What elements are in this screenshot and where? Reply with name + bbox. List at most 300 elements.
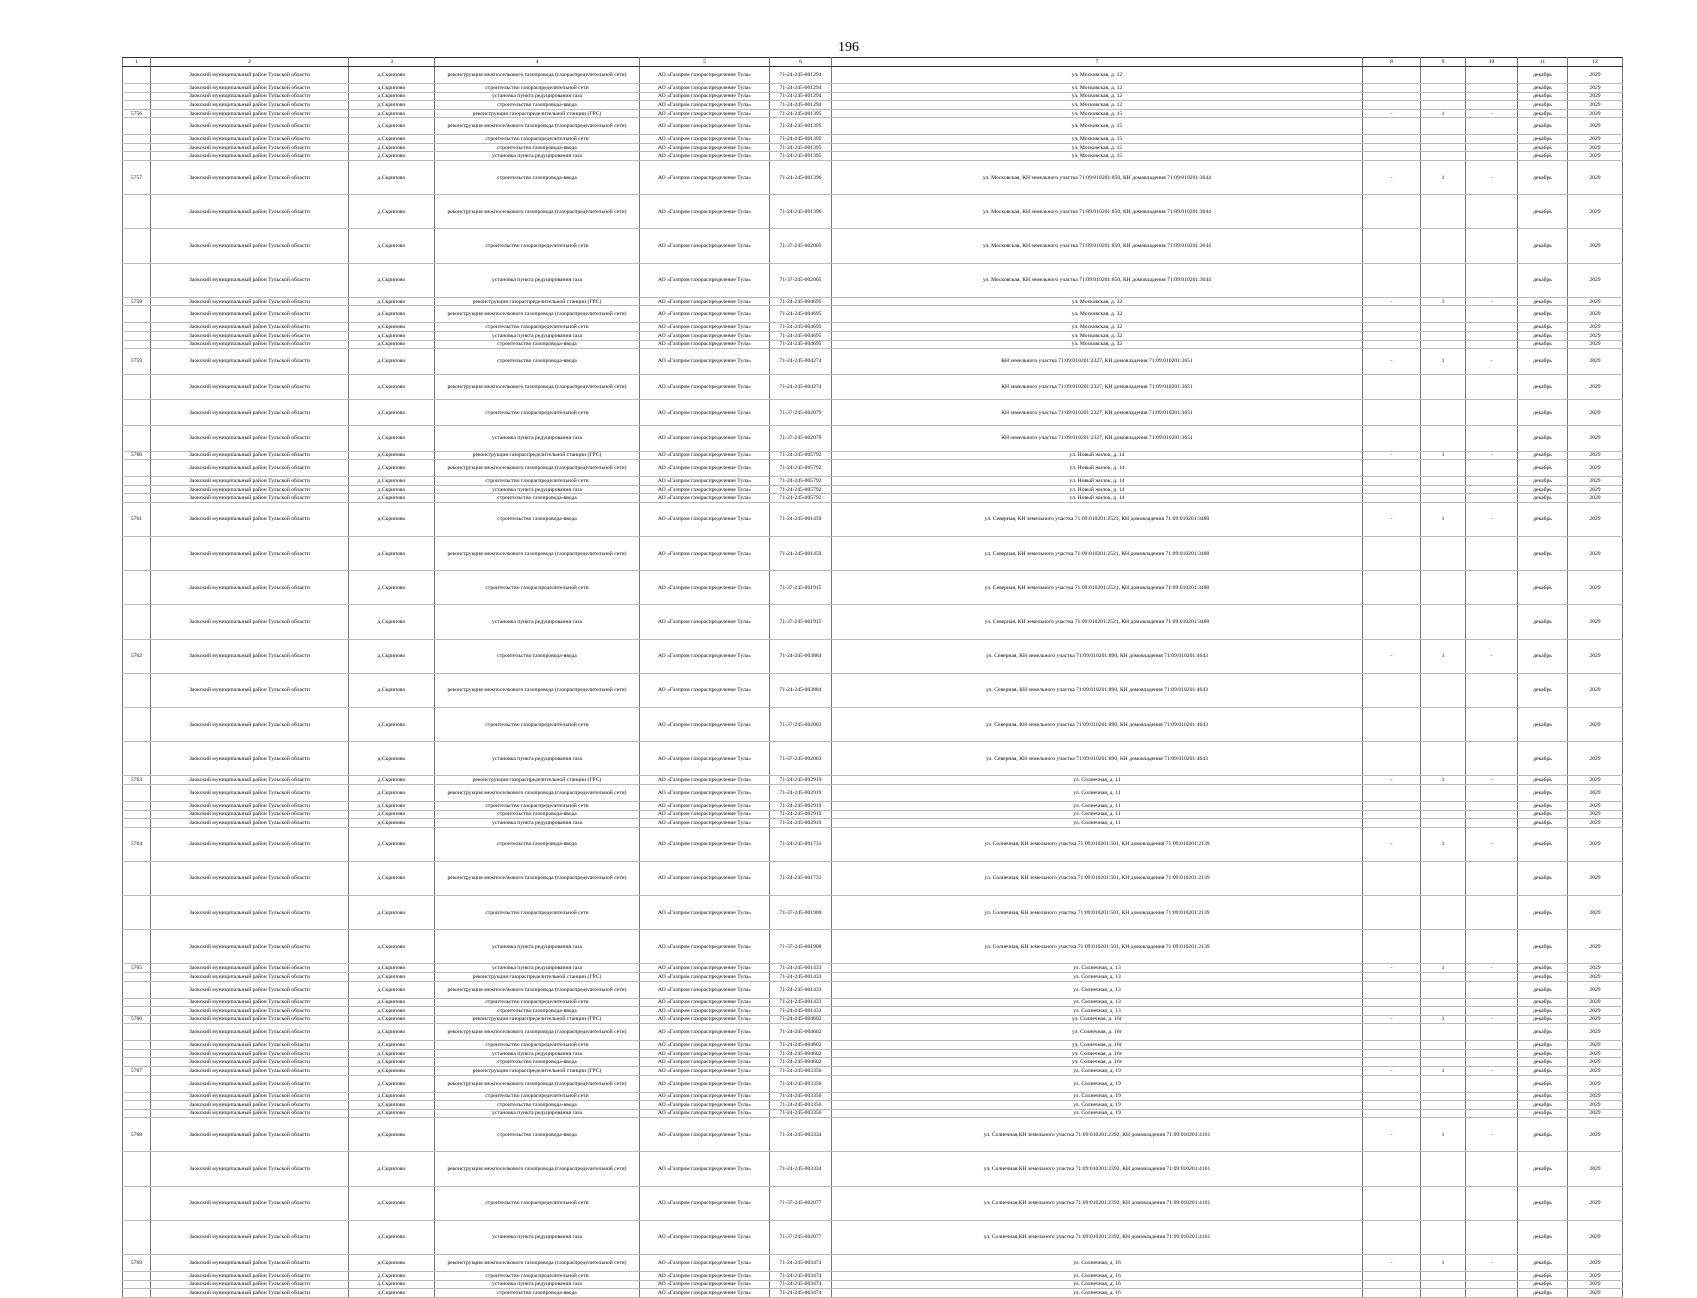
- table-row: [123, 67, 1623, 84]
- operator-cell: АО «Газпром газораспределение Тула»: [640, 477, 770, 486]
- operator-cell: АО «Газпром газораспределение Тула»: [640, 1041, 770, 1050]
- table-row: [123, 425, 1623, 451]
- work-type-cell: установка пункта редуцирования газа: [435, 819, 640, 828]
- settlement-cell: д.Скрипово: [349, 639, 435, 673]
- settlement-cell: д.Скрипово: [349, 1058, 435, 1067]
- year-cell: 2029: [1568, 1007, 1623, 1016]
- operator-cell: АО «Газпром газораспределение Тула»: [640, 349, 770, 375]
- table-row: [123, 340, 1623, 349]
- address-cell: ул. Солнечная, д. 19: [832, 1092, 1363, 1101]
- row-number-cell: [123, 605, 151, 639]
- object-id-cell: 71-24-245-003884: [770, 639, 832, 673]
- table-row: [123, 896, 1623, 930]
- row-number-cell: [123, 810, 151, 819]
- year-cell: 2029: [1568, 998, 1623, 1007]
- table-row: [123, 101, 1623, 110]
- col9-cell: 1: [1421, 109, 1466, 118]
- month-cell: декабрь: [1518, 152, 1568, 161]
- column-header: 4: [435, 58, 640, 67]
- col10-cell: [1466, 819, 1518, 828]
- object-id-cell: 71-24-245-004695: [770, 340, 832, 349]
- month-cell: декабрь: [1518, 784, 1568, 801]
- table-row: [123, 1152, 1623, 1186]
- year-cell: 2029: [1568, 263, 1623, 297]
- settlement-cell: д.Скрипово: [349, 1041, 435, 1050]
- col10-cell: [1466, 494, 1518, 503]
- month-cell: декабрь: [1518, 1152, 1568, 1186]
- settlement-cell: д.Скрипово: [349, 819, 435, 828]
- address-cell: ул. Солнечная, КН земельного участка 71:09:010201:501, КН домовладения 71:09:010201:2139: [832, 896, 1363, 930]
- col10-cell: [1466, 1280, 1518, 1289]
- col8-cell: -: [1363, 451, 1421, 460]
- row-number-cell: [123, 1220, 151, 1254]
- col8-cell: [1363, 101, 1421, 110]
- address-cell: ул. Солнечная, д. 16г: [832, 1015, 1363, 1024]
- month-cell: декабрь: [1518, 896, 1568, 930]
- address-cell: ул. Московская, д. 32: [832, 323, 1363, 332]
- district-cell: Заокский муниципальный район Тульской области: [151, 1007, 349, 1016]
- col9-cell: [1421, 1092, 1466, 1101]
- address-cell: ул. Солнечная, КН земельного участка 71:09:010201:501, КН домовладения 71:09:010201:2139: [832, 861, 1363, 895]
- settlement-cell: д.Скрипово: [349, 1066, 435, 1075]
- col9-cell: [1421, 306, 1466, 323]
- object-id-cell: 71-24-245-004695: [770, 323, 832, 332]
- table-row: [123, 930, 1623, 964]
- col8-cell: [1363, 972, 1421, 981]
- district-cell: Заокский муниципальный район Тульской области: [151, 161, 349, 195]
- operator-cell: АО «Газпром газораспределение Тула»: [640, 323, 770, 332]
- col9-cell: 1: [1421, 502, 1466, 536]
- district-cell: Заокский муниципальный район Тульской области: [151, 1015, 349, 1024]
- operator-cell: АО «Газпром газораспределение Тула»: [640, 1101, 770, 1110]
- col8-cell: [1363, 229, 1421, 263]
- operator-cell: АО «Газпром газораспределение Тула»: [640, 802, 770, 811]
- month-cell: декабрь: [1518, 802, 1568, 811]
- settlement-cell: д.Скрипово: [349, 1015, 435, 1024]
- address-cell: ул. Солнечная, д. 13: [832, 1007, 1363, 1016]
- year-cell: 2029: [1568, 1041, 1623, 1050]
- work-type-cell: установка пункта редуцирования газа: [435, 742, 640, 776]
- col9-cell: [1421, 1152, 1466, 1186]
- table-row: [123, 784, 1623, 801]
- col10-cell: [1466, 1272, 1518, 1281]
- work-type-cell: установка пункта редуцирования газа: [435, 964, 640, 973]
- address-cell: ул. Солнечная, д. 11: [832, 776, 1363, 785]
- year-cell: 2029: [1568, 1109, 1623, 1118]
- work-type-cell: реконструкция межпоселкового газопровода (газораспределительной сети): [435, 784, 640, 801]
- col10-cell: [1466, 195, 1518, 229]
- object-id-cell: 71-24-245-001459: [770, 537, 832, 571]
- table-row: [123, 195, 1623, 229]
- month-cell: декабрь: [1518, 502, 1568, 536]
- address-cell: ул. Северная, КН земельного участка 71:09:010201:2521, КН домовладения 71:09:010201:3480: [832, 537, 1363, 571]
- operator-cell: АО «Газпром газораспределение Тула»: [640, 930, 770, 964]
- col9-cell: [1421, 323, 1466, 332]
- settlement-cell: д.Скрипово: [349, 109, 435, 118]
- month-cell: декабрь: [1518, 537, 1568, 571]
- address-cell: ул. Солнечная, д. 11: [832, 810, 1363, 819]
- address-cell: ул. Солнечная, д. 16: [832, 1289, 1363, 1298]
- object-id-cell: 71-24-245-002919: [770, 819, 832, 828]
- col8-cell: [1363, 374, 1421, 400]
- district-cell: Заокский муниципальный район Тульской области: [151, 784, 349, 801]
- settlement-cell: д.Скрипово: [349, 1092, 435, 1101]
- work-type-cell: строительство газопровода-ввода: [435, 1007, 640, 1016]
- row-number-cell: 5768: [123, 1118, 151, 1152]
- district-cell: Заокский муниципальный район Тульской области: [151, 1152, 349, 1186]
- settlement-cell: д.Скрипово: [349, 742, 435, 776]
- year-cell: 2029: [1568, 776, 1623, 785]
- year-cell: 2029: [1568, 896, 1623, 930]
- col10-cell: [1466, 784, 1518, 801]
- work-type-cell: реконструкция газораспределительной станции (ГРС): [435, 297, 640, 306]
- district-cell: Заокский муниципальный район Тульской области: [151, 374, 349, 400]
- object-id-cell: 71-24-245-001294: [770, 101, 832, 110]
- month-cell: декабрь: [1518, 1024, 1568, 1041]
- address-cell: ул. Солнечная, д. 16: [832, 1255, 1363, 1272]
- district-cell: Заокский муниципальный район Тульской области: [151, 1101, 349, 1110]
- work-type-cell: установка пункта редуцирования газа: [435, 263, 640, 297]
- work-type-cell: строительство газораспределительной сети: [435, 323, 640, 332]
- row-number-cell: [123, 118, 151, 135]
- object-id-cell: 71-24-245-001433: [770, 964, 832, 973]
- work-type-cell: реконструкция газораспределительной станции (ГРС): [435, 1066, 640, 1075]
- year-cell: 2029: [1568, 477, 1623, 486]
- page-number: 196: [838, 40, 859, 55]
- address-cell: ул. Московская, КН земельного участка 71:09:010201:850, КН домовладения 71:09:010201:3644: [832, 195, 1363, 229]
- operator-cell: АО «Газпром газораспределение Тула»: [640, 161, 770, 195]
- column-header-row: [123, 58, 1623, 67]
- col8-cell: [1363, 896, 1421, 930]
- col10-cell: [1466, 810, 1518, 819]
- col8-cell: [1363, 477, 1421, 486]
- col9-cell: [1421, 477, 1466, 486]
- settlement-cell: д.Скрипово: [349, 143, 435, 152]
- year-cell: 2029: [1568, 1272, 1623, 1281]
- work-type-cell: установка пункта редуцирования газа: [435, 485, 640, 494]
- row-number-cell: [123, 1101, 151, 1110]
- year-cell: 2029: [1568, 819, 1623, 828]
- month-cell: декабрь: [1518, 460, 1568, 477]
- address-cell: ул. Солнечная, д. 16г: [832, 1058, 1363, 1067]
- address-cell: ул. Северная, КН земельного участка 71:09:010201:890, КН домовладения 71:09:010201:4643: [832, 708, 1363, 742]
- district-cell: Заокский муниципальный район Тульской области: [151, 742, 349, 776]
- work-type-cell: реконструкция межпоселкового газопровода (газораспределительной сети): [435, 374, 640, 400]
- col9-cell: [1421, 340, 1466, 349]
- table-row: [123, 1280, 1623, 1289]
- object-id-cell: 71-24-245-001294: [770, 84, 832, 93]
- settlement-cell: д.Скрипово: [349, 374, 435, 400]
- col8-cell: -: [1363, 1255, 1421, 1272]
- col8-cell: [1363, 323, 1421, 332]
- col9-cell: [1421, 1041, 1466, 1050]
- object-id-cell: 71-37-245-002005: [770, 229, 832, 263]
- object-id-cell: 71-24-245-001433: [770, 1007, 832, 1016]
- object-id-cell: 71-24-245-004274: [770, 374, 832, 400]
- col10-cell: [1466, 896, 1518, 930]
- column-header: 6: [770, 58, 832, 67]
- address-cell: ул. Московская, д. 32: [832, 340, 1363, 349]
- operator-cell: АО «Газпром газораспределение Тула»: [640, 400, 770, 426]
- district-cell: Заокский муниципальный район Тульской области: [151, 998, 349, 1007]
- settlement-cell: д.Скрипово: [349, 1186, 435, 1220]
- address-cell: ул. Московская, д. 15: [832, 135, 1363, 144]
- district-cell: Заокский муниципальный район Тульской области: [151, 861, 349, 895]
- year-cell: 2029: [1568, 161, 1623, 195]
- object-id-cell: 71-24-245-005792: [770, 460, 832, 477]
- district-cell: Заокский муниципальный район Тульской области: [151, 340, 349, 349]
- address-cell: ул. Солнечная, д. 16г: [832, 1049, 1363, 1058]
- col8-cell: [1363, 1272, 1421, 1281]
- row-number-cell: [123, 972, 151, 981]
- col8-cell: [1363, 494, 1421, 503]
- col10-cell: [1466, 92, 1518, 101]
- table-row: [123, 1024, 1623, 1041]
- settlement-cell: д.Скрипово: [349, 135, 435, 144]
- work-type-cell: реконструкция газораспределительной станции (ГРС): [435, 972, 640, 981]
- district-cell: Заокский муниципальный район Тульской области: [151, 605, 349, 639]
- operator-cell: АО «Газпром газораспределение Тула»: [640, 861, 770, 895]
- district-cell: Заокский муниципальный район Тульской области: [151, 639, 349, 673]
- table-row: [123, 297, 1623, 306]
- settlement-cell: д.Скрипово: [349, 1272, 435, 1281]
- table-row: [123, 84, 1623, 93]
- col10-cell: [1466, 118, 1518, 135]
- row-number-cell: [123, 323, 151, 332]
- col9-cell: [1421, 605, 1466, 639]
- col8-cell: [1363, 1075, 1421, 1092]
- row-number-cell: [123, 101, 151, 110]
- col9-cell: [1421, 494, 1466, 503]
- settlement-cell: д.Скрипово: [349, 708, 435, 742]
- table-row: [123, 1118, 1623, 1152]
- year-cell: 2029: [1568, 1255, 1623, 1272]
- address-cell: ул. Солнечная,КН земельного участка 71:09:010201:2392, КН домовладения 71:09:010201:4161: [832, 1220, 1363, 1254]
- row-number-cell: [123, 784, 151, 801]
- work-type-cell: реконструкция межпоселкового газопровода (газораспределительной сети): [435, 1152, 640, 1186]
- object-id-cell: 71-24-245-005792: [770, 494, 832, 503]
- settlement-cell: д.Скрипово: [349, 485, 435, 494]
- row-number-cell: 5762: [123, 639, 151, 673]
- month-cell: декабрь: [1518, 263, 1568, 297]
- address-cell: ул. Московская, д. 32: [832, 306, 1363, 323]
- address-cell: ул. Московская, д. 12: [832, 92, 1363, 101]
- object-id-cell: 71-24-245-001395: [770, 143, 832, 152]
- col10-cell: [1466, 802, 1518, 811]
- table-row: [123, 964, 1623, 973]
- work-type-cell: строительство газораспределительной сети: [435, 229, 640, 263]
- object-id-cell: 71-24-245-004695: [770, 306, 832, 323]
- settlement-cell: д.Скрипово: [349, 1109, 435, 1118]
- work-type-cell: строительство газопровода-ввода: [435, 101, 640, 110]
- district-cell: Заокский муниципальный район Тульской области: [151, 776, 349, 785]
- address-cell: ул. Солнечная, д. 11: [832, 802, 1363, 811]
- table-row: [123, 1015, 1623, 1024]
- year-cell: 2029: [1568, 502, 1623, 536]
- table-row: [123, 802, 1623, 811]
- operator-cell: АО «Газпром газораспределение Тула»: [640, 306, 770, 323]
- col10-cell: [1466, 930, 1518, 964]
- table-row: [123, 827, 1623, 861]
- year-cell: 2029: [1568, 1015, 1623, 1024]
- table-row: [123, 981, 1623, 998]
- operator-cell: АО «Газпром газораспределение Тула»: [640, 605, 770, 639]
- object-id-cell: 71-24-245-005792: [770, 451, 832, 460]
- district-cell: Заокский муниципальный район Тульской области: [151, 84, 349, 93]
- table-row: [123, 323, 1623, 332]
- col9-cell: 1: [1421, 451, 1466, 460]
- year-cell: 2029: [1568, 92, 1623, 101]
- work-type-cell: реконструкция межпоселкового газопровода (газораспределительной сети): [435, 1075, 640, 1092]
- column-header: 2: [151, 58, 349, 67]
- col9-cell: [1421, 930, 1466, 964]
- month-cell: декабрь: [1518, 1118, 1568, 1152]
- district-cell: Заокский муниципальный район Тульской области: [151, 708, 349, 742]
- work-type-cell: строительство газопровода-ввода: [435, 1118, 640, 1152]
- year-cell: 2029: [1568, 297, 1623, 306]
- row-number-cell: [123, 1186, 151, 1220]
- work-type-cell: реконструкция межпоселкового газопровода (газораспределительной сети): [435, 195, 640, 229]
- col9-cell: [1421, 861, 1466, 895]
- object-id-cell: 71-24-245-003356: [770, 1075, 832, 1092]
- month-cell: декабрь: [1518, 998, 1568, 1007]
- month-cell: декабрь: [1518, 571, 1568, 605]
- table-row: [123, 263, 1623, 297]
- col10-cell: [1466, 152, 1518, 161]
- district-cell: Заокский муниципальный район Тульской области: [151, 477, 349, 486]
- col10-cell: [1466, 742, 1518, 776]
- object-id-cell: 71-37-245-001915: [770, 571, 832, 605]
- row-number-cell: 5758: [123, 297, 151, 306]
- object-id-cell: 71-24-245-003356: [770, 1109, 832, 1118]
- operator-cell: АО «Газпром газораспределение Тула»: [640, 1075, 770, 1092]
- address-cell: ул. Московская, д. 12: [832, 84, 1363, 93]
- row-number-cell: [123, 1272, 151, 1281]
- year-cell: 2029: [1568, 810, 1623, 819]
- col8-cell: [1363, 819, 1421, 828]
- col9-cell: [1421, 195, 1466, 229]
- district-cell: Заокский муниципальный район Тульской области: [151, 964, 349, 973]
- col8-cell: -: [1363, 827, 1421, 861]
- object-id-cell: 71-24-245-003356: [770, 1101, 832, 1110]
- row-number-cell: [123, 1152, 151, 1186]
- col10-cell: -: [1466, 161, 1518, 195]
- operator-cell: АО «Газпром газораспределение Тула»: [640, 896, 770, 930]
- address-cell: ул. Солнечная,КН земельного участка 71:09:010201:2392, КН домовладения 71:09:010201:4161: [832, 1152, 1363, 1186]
- address-cell: ул. Новый жилок, д. 14: [832, 451, 1363, 460]
- table-row: [123, 92, 1623, 101]
- col10-cell: [1466, 101, 1518, 110]
- table-row: [123, 571, 1623, 605]
- object-id-cell: 71-37-245-002079: [770, 400, 832, 426]
- work-type-cell: строительство газораспределительной сети: [435, 400, 640, 426]
- work-type-cell: строительство газораспределительной сети: [435, 84, 640, 93]
- column-header: 12: [1568, 58, 1623, 67]
- year-cell: 2029: [1568, 708, 1623, 742]
- column-header: 10: [1466, 58, 1518, 67]
- work-type-cell: установка пункта редуцирования газа: [435, 1109, 640, 1118]
- col8-cell: [1363, 784, 1421, 801]
- month-cell: декабрь: [1518, 297, 1568, 306]
- settlement-cell: д.Скрипово: [349, 400, 435, 426]
- col8-cell: [1363, 331, 1421, 340]
- address-cell: ул. Московская, КН земельного участка 71:09:010201:850, КН домовладения 71:09:010201:3644: [832, 263, 1363, 297]
- row-number-cell: 5759: [123, 349, 151, 375]
- col10-cell: [1466, 485, 1518, 494]
- table-row: [123, 494, 1623, 503]
- row-number-cell: [123, 477, 151, 486]
- address-cell: ул. Московская, д. 12: [832, 67, 1363, 84]
- row-number-cell: [123, 425, 151, 451]
- address-cell: ул. Солнечная, КН земельного участка 71:09:010201:501, КН домовладения 71:09:010201:2139: [832, 930, 1363, 964]
- month-cell: декабрь: [1518, 819, 1568, 828]
- year-cell: 2029: [1568, 143, 1623, 152]
- row-number-cell: [123, 742, 151, 776]
- district-cell: Заокский муниципальный район Тульской области: [151, 425, 349, 451]
- column-header: 7: [832, 58, 1363, 67]
- work-type-cell: установка пункта редуцирования газа: [435, 605, 640, 639]
- row-number-cell: [123, 1075, 151, 1092]
- month-cell: декабрь: [1518, 1092, 1568, 1101]
- object-id-cell: 71-24-245-002919: [770, 776, 832, 785]
- address-cell: ул. Солнечная, д. 19: [832, 1066, 1363, 1075]
- address-cell: ул. Солнечная, д. 16: [832, 1280, 1363, 1289]
- year-cell: 2029: [1568, 827, 1623, 861]
- month-cell: декабрь: [1518, 1015, 1568, 1024]
- year-cell: 2029: [1568, 1118, 1623, 1152]
- row-number-cell: [123, 340, 151, 349]
- object-id-cell: 71-24-245-003334: [770, 1152, 832, 1186]
- row-number-cell: [123, 400, 151, 426]
- address-cell: ул. Северная, КН земельного участка 71:09:010201:2521, КН домовладения 71:09:010201:3480: [832, 502, 1363, 536]
- object-id-cell: 71-24-245-003356: [770, 1092, 832, 1101]
- table-row: [123, 374, 1623, 400]
- col9-cell: [1421, 1272, 1466, 1281]
- table-row: [123, 972, 1623, 981]
- address-cell: ул. Новый жилок, д. 14: [832, 494, 1363, 503]
- col10-cell: -: [1466, 1066, 1518, 1075]
- col10-cell: [1466, 135, 1518, 144]
- object-id-cell: 71-37-245-002005: [770, 263, 832, 297]
- col8-cell: [1363, 84, 1421, 93]
- district-cell: Заокский муниципальный район Тульской области: [151, 323, 349, 332]
- object-id-cell: 71-24-245-004602: [770, 1058, 832, 1067]
- object-id-cell: 71-24-245-003474: [770, 1272, 832, 1281]
- col8-cell: [1363, 930, 1421, 964]
- settlement-cell: д.Скрипово: [349, 537, 435, 571]
- address-cell: ул. Московская, д. 12: [832, 101, 1363, 110]
- work-type-cell: строительство газораспределительной сети: [435, 135, 640, 144]
- col10-cell: [1466, 425, 1518, 451]
- district-cell: Заокский муниципальный район Тульской области: [151, 349, 349, 375]
- work-type-cell: строительство газопровода-ввода: [435, 340, 640, 349]
- col10-cell: [1466, 1024, 1518, 1041]
- year-cell: 2029: [1568, 1092, 1623, 1101]
- settlement-cell: д.Скрипово: [349, 1280, 435, 1289]
- col8-cell: [1363, 118, 1421, 135]
- object-id-cell: 71-24-245-003474: [770, 1280, 832, 1289]
- col9-cell: [1421, 1024, 1466, 1041]
- col9-cell: [1421, 972, 1466, 981]
- year-cell: 2029: [1568, 101, 1623, 110]
- operator-cell: АО «Газпром газораспределение Тула»: [640, 1092, 770, 1101]
- settlement-cell: д.Скрипово: [349, 981, 435, 998]
- settlement-cell: д.Скрипово: [349, 460, 435, 477]
- operator-cell: АО «Газпром газораспределение Тула»: [640, 1280, 770, 1289]
- operator-cell: АО «Газпром газораспределение Тула»: [640, 776, 770, 785]
- settlement-cell: д.Скрипово: [349, 1049, 435, 1058]
- col10-cell: [1466, 229, 1518, 263]
